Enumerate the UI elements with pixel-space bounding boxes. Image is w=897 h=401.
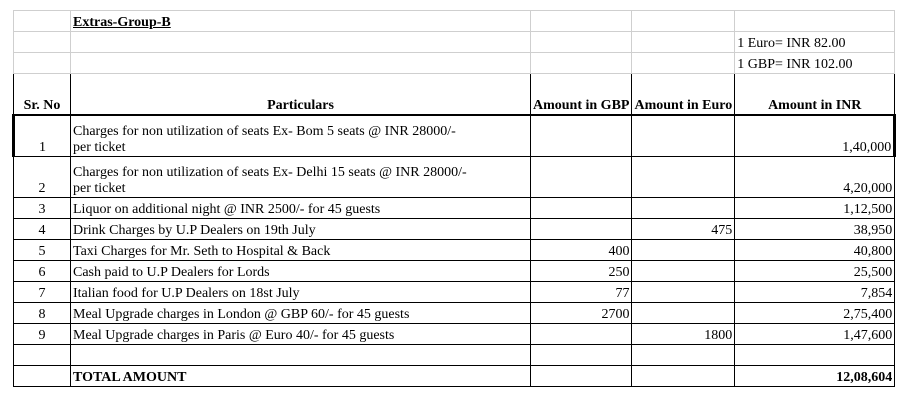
euro-cell[interactable] (632, 157, 735, 198)
table-row (14, 261, 895, 282)
particulars-line: per ticket (73, 140, 126, 155)
sr-cell[interactable]: 7 (14, 282, 71, 303)
inr-cell[interactable]: 1,47,600 (735, 324, 895, 345)
table-row (14, 324, 895, 345)
euro-cell[interactable] (632, 115, 735, 157)
table-row (14, 303, 895, 324)
particulars-cell[interactable]: Italian food for U.P Dealers on 18st July (71, 282, 531, 303)
table-row (14, 282, 895, 303)
header-sr-no[interactable]: Sr. No (14, 74, 71, 116)
empty-cell[interactable] (531, 53, 632, 74)
empty-cell[interactable] (632, 53, 735, 74)
header-amount-gbp[interactable]: Amount in GBP (531, 74, 632, 116)
gbp-cell[interactable] (531, 324, 632, 345)
gbp-cell[interactable]: 77 (531, 282, 632, 303)
empty-cell[interactable] (531, 345, 632, 366)
gbp-cell[interactable] (531, 157, 632, 198)
empty-cell[interactable] (531, 32, 632, 53)
inr-cell[interactable]: 40,800 (735, 240, 895, 261)
empty-cell[interactable] (632, 345, 735, 366)
blank-row (14, 345, 895, 366)
inr-cell[interactable]: 7,854 (735, 282, 895, 303)
euro-rate-cell[interactable]: 1 Euro= INR 82.00 (735, 32, 895, 53)
gbp-cell[interactable]: 2700 (531, 303, 632, 324)
empty-cell[interactable] (735, 345, 895, 366)
empty-cell[interactable] (632, 11, 735, 32)
gbp-cell[interactable]: 400 (531, 240, 632, 261)
gbp-cell[interactable]: 250 (531, 261, 632, 282)
euro-cell[interactable]: 475 (632, 219, 735, 240)
gbp-cell[interactable] (531, 198, 632, 219)
empty-cell[interactable] (735, 11, 895, 32)
title-row (14, 11, 895, 32)
gbp-rate-cell[interactable]: 1 GBP= INR 102.00 (735, 53, 895, 74)
particulars-cell[interactable]: Taxi Charges for Mr. Seth to Hospital & Back (71, 240, 531, 261)
inr-cell[interactable]: 38,950 (735, 219, 895, 240)
inr-cell[interactable]: 1,12,500 (735, 198, 895, 219)
table-row (14, 240, 895, 261)
particulars-cell[interactable]: Meal Upgrade charges in Paris @ Euro 40/- for 45 guests (71, 324, 531, 345)
inr-cell[interactable]: 25,500 (735, 261, 895, 282)
inr-cell[interactable]: 1,40,000 (735, 115, 895, 157)
empty-cell[interactable] (14, 53, 71, 74)
particulars-line: Charges for non utilization of seats Ex- Delhi 15 seats @ INR 28000/- (73, 165, 467, 180)
euro-cell[interactable] (632, 240, 735, 261)
empty-cell[interactable] (531, 11, 632, 32)
particulars-cell[interactable] (71, 157, 531, 198)
gbp-cell[interactable] (531, 219, 632, 240)
euro-rate-row (14, 32, 895, 53)
particulars-line: Charges for non utilization of seats Ex- Bom 5 seats @ INR 28000/- (73, 124, 456, 139)
inr-cell[interactable]: 4,20,000 (735, 157, 895, 198)
particulars-cell[interactable]: Liquor on additional night @ INR 2500/- for 45 guests (71, 198, 531, 219)
sheet-title-cell[interactable] (71, 11, 531, 32)
sr-cell[interactable]: 6 (14, 261, 71, 282)
inr-cell[interactable]: 2,75,400 (735, 303, 895, 324)
empty-cell[interactable] (632, 366, 735, 387)
table-row (14, 219, 895, 240)
header-amount-inr[interactable]: Amount in INR (735, 74, 895, 116)
euro-cell[interactable] (632, 261, 735, 282)
particulars-line: per ticket (73, 181, 126, 196)
table-row (14, 157, 895, 198)
empty-cell[interactable] (632, 32, 735, 53)
total-label[interactable]: TOTAL AMOUNT (71, 366, 531, 387)
sr-cell[interactable]: 5 (14, 240, 71, 261)
header-particulars[interactable]: Particulars (71, 74, 531, 116)
sr-cell[interactable]: 9 (14, 324, 71, 345)
particulars-cell[interactable]: Cash paid to U.P Dealers for Lords (71, 261, 531, 282)
empty-cell[interactable] (14, 11, 71, 32)
sr-cell[interactable]: 4 (14, 219, 71, 240)
empty-cell[interactable] (14, 345, 71, 366)
table-row (14, 115, 895, 157)
euro-cell[interactable] (632, 198, 735, 219)
empty-cell[interactable] (71, 345, 531, 366)
total-inr[interactable]: 12,08,604 (735, 366, 895, 387)
gbp-rate-row (14, 53, 895, 74)
empty-cell[interactable] (14, 32, 71, 53)
euro-cell[interactable] (632, 303, 735, 324)
particulars-cell[interactable] (71, 115, 531, 157)
total-row (14, 366, 895, 387)
gbp-cell[interactable] (531, 115, 632, 157)
sheet-title: Extras-Group-B (73, 15, 171, 30)
sr-cell[interactable]: 3 (14, 198, 71, 219)
particulars-cell[interactable]: Meal Upgrade charges in London @ GBP 60/- for 45 guests (71, 303, 531, 324)
extras-table (12, 10, 896, 387)
euro-cell[interactable] (632, 282, 735, 303)
empty-cell[interactable] (71, 53, 531, 74)
sr-cell[interactable]: 1 (14, 115, 71, 157)
header-row (14, 74, 895, 116)
empty-cell[interactable] (71, 32, 531, 53)
euro-cell[interactable]: 1800 (632, 324, 735, 345)
table-row (14, 198, 895, 219)
header-amount-euro[interactable]: Amount in Euro (632, 74, 735, 116)
sr-cell[interactable]: 8 (14, 303, 71, 324)
particulars-cell[interactable]: Drink Charges by U.P Dealers on 19th July (71, 219, 531, 240)
empty-cell[interactable] (531, 366, 632, 387)
empty-cell[interactable] (14, 366, 71, 387)
sr-cell[interactable]: 2 (14, 157, 71, 198)
